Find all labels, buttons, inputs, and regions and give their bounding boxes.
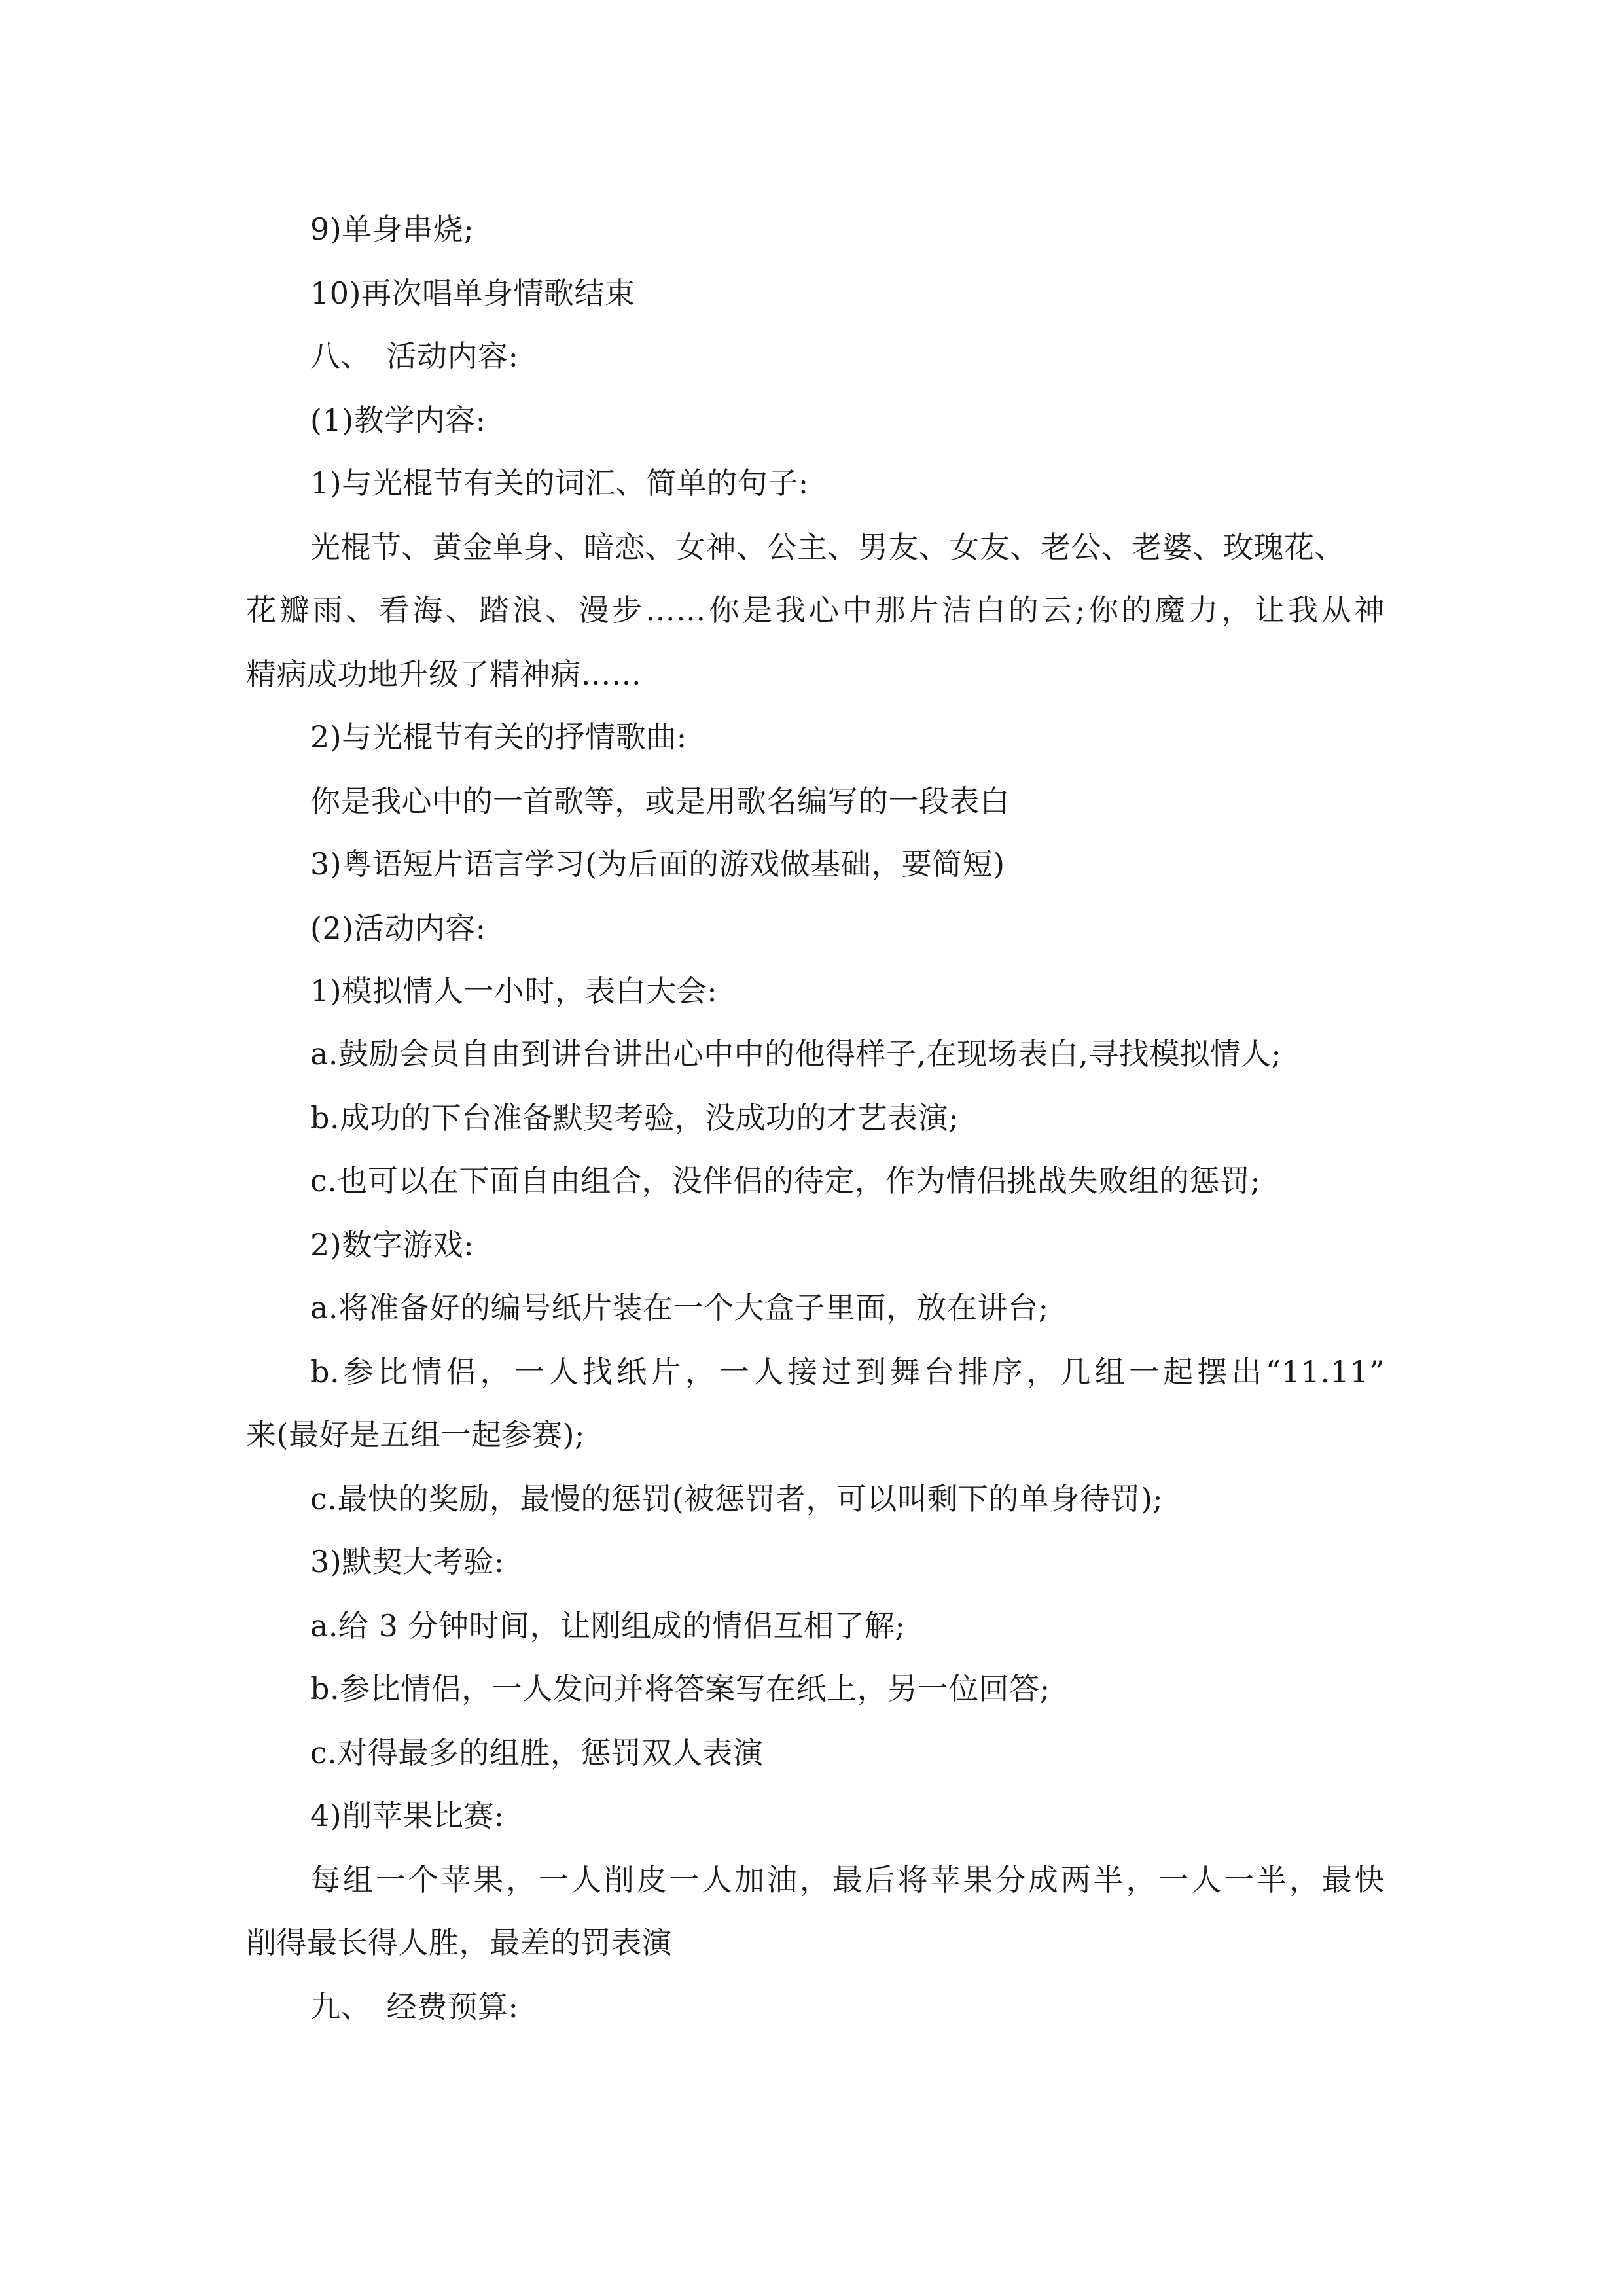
text-line: 花瓣雨、看海、踏浪、漫步……你是我心中那片洁白的云;你的魔力，让我从神: [246, 592, 1385, 628]
text-line: 光棍节、黄金单身、暗恋、女神、公主、男友、女友、老公、老婆、玫瑰花、: [310, 529, 1345, 565]
text-line: b.参比情侣，一人发问并将答案写在纸上，另一位回答;: [310, 1671, 1050, 1706]
section-heading: 九、 经费预算:: [310, 1989, 519, 2024]
text-line: c.也可以在下面自由组合，没伴侣的待定，作为情侣挑战失败组的惩罚;: [310, 1163, 1261, 1198]
text-line: 2)与光棍节有关的抒情歌曲:: [310, 719, 687, 755]
text-line: 10)再次唱单身情歌结束: [310, 276, 635, 311]
text-line: 3)默契大考验:: [310, 1544, 505, 1579]
text-line: b.参比情侣，一人找纸片，一人接过到舞台排序，几组一起摆出“11.11”: [310, 1354, 1385, 1390]
text-line: (1)教学内容:: [310, 403, 486, 438]
text-line: 每组一个苹果，一人削皮一人加油，最后将苹果分成两半，一人一半，最快: [310, 1862, 1385, 1897]
text-line: 4)削苹果比赛:: [310, 1798, 505, 1833]
text-line: c.最快的奖励，最慢的惩罚(被惩罚者，可以叫剩下的单身待罚);: [310, 1481, 1164, 1516]
text-line: a.鼓励会员自由到讲台讲出心中中的他得样子,在现场表白,寻找模拟情人;: [310, 1036, 1282, 1071]
text-line: 2)数字游戏:: [310, 1227, 474, 1263]
section-heading: 八、 活动内容:: [310, 338, 519, 374]
text-line: c.对得最多的组胜，惩罚双人表演: [310, 1735, 764, 1770]
text-line: 1)模拟情人一小时，表白大会:: [310, 973, 718, 1009]
text-line: b.成功的下台准备默契考验，没成功的才艺表演;: [310, 1100, 959, 1136]
text-line: a.给 3 分钟时间，让刚组成的情侣互相了解;: [310, 1608, 906, 1643]
text-line: a.将准备好的编号纸片装在一个大盒子里面，放在讲台;: [310, 1290, 1049, 1325]
text-line: 1)与光棍节有关的词汇、简单的句子:: [310, 465, 809, 501]
text-line: (2)活动内容:: [310, 910, 486, 946]
text-line: 9)单身串烧;: [310, 211, 474, 247]
text-line: 你是我心中的一首歌等，或是用歌名编写的一段表白: [310, 783, 1010, 819]
text-line: 3)粤语短片语言学习(为后面的游戏做基础，要简短): [310, 846, 1005, 882]
text-line: 来(最好是五组一起参赛);: [246, 1417, 585, 1452]
text-line: 精病成功地升级了精神病……: [246, 656, 642, 692]
text-line: 削得最长得人胜，最差的罚表演: [246, 1925, 672, 1960]
